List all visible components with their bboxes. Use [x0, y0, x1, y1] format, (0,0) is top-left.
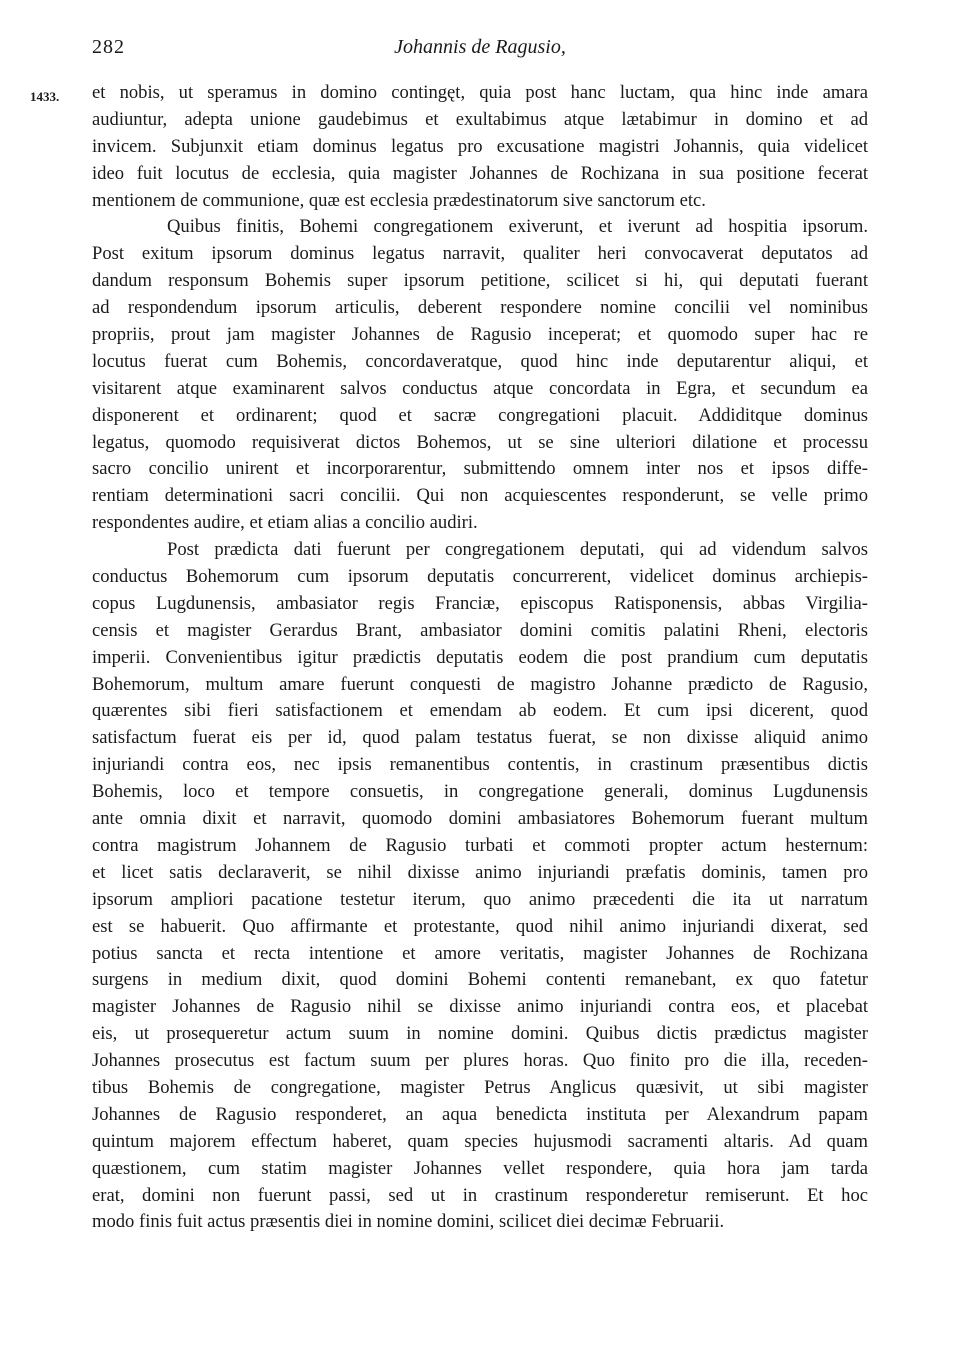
- running-head-title: Johannis de Ragusio,: [394, 36, 566, 58]
- text-line: ipsorum ampliori pacatione testetur iterum, quo animo præcedenti die ita ut narratum: [92, 888, 868, 910]
- text-line: satisfactum fuerat eis per id, quod palam testatus fuerat, se non dixisse aliquid animo: [92, 727, 868, 749]
- text-line: censis et magister Gerardus Brant, ambasiator domini comitis palatini Rheni, electoris: [92, 619, 868, 641]
- text-line: modo finis fuit actus præsentis diei in nomine domini, scilicet diei decimæ Februarii.: [92, 1211, 725, 1233]
- text-line: propriis, prout jam magister Johannes de Ragusio inceperat; et quomodo super hac re: [92, 324, 868, 346]
- text-line: mentionem de communione, quæ est ecclesia prædestinatorum sive sanctorum etc.: [92, 189, 706, 211]
- text-line: imperii. Convenientibus igitur prædictis deputatis eodem die post prandium cum deputatis: [92, 646, 868, 668]
- text-line: contra magistrum Johannem de Ragusio turbati et commoti propter actum hesternum:: [92, 834, 868, 856]
- text-line: injuriandi contra eos, nec ipsis remanentibus contentis, in crastinum præsentibus dictis: [92, 754, 868, 776]
- text-line: et licet satis declaraverit, se nihil dixisse animo injuriandi præfatis dominis, tamen pro: [92, 861, 868, 883]
- text-line: surgens in medium dixit, quod domini Bohemi contenti remanebant, ex quo fatetur: [92, 969, 868, 991]
- text-line: Johannes de Ragusio responderet, an aqua benedicta instituta per Alexandrum papam: [92, 1103, 868, 1125]
- text-line: potius sancta et recta intentione et amore veritatis, magister Johannes de Rochizana: [92, 942, 868, 964]
- text-line: quærentes sibi fieri satisfactionem et emendam ab eodem. Et cum ipsi dicerent, quod: [92, 700, 868, 722]
- page-number: 282: [92, 36, 125, 58]
- running-head: [92, 36, 868, 66]
- text-line: respondentes audire, et etiam alias a concilio audiri.: [92, 512, 478, 534]
- body-text: [92, 80, 868, 1236]
- text-line: conductus Bohemorum cum ipsorum deputatis concurrerent, videlicet dominus archiepis-: [92, 566, 868, 588]
- text-line: tibus Bohemis de congregatione, magister Petrus Anglicus quæsivit, ut sibi magister: [92, 1076, 868, 1098]
- text-line: Quibus finitis, Bohemi congregationem exiverunt, et iverunt ad hospitia ipsorum.: [167, 216, 868, 238]
- text-line: Johannes prosecutus est factum suum per plures horas. Quo finito pro die illa, receden-: [92, 1050, 868, 1072]
- text-line: magister Johannes de Ragusio nihil se dixisse animo injuriandi contra eos, et placebat: [92, 996, 868, 1018]
- text-line: visitarent atque examinarent salvos conductus atque concordata in Egra, et secundum ea: [92, 377, 868, 399]
- text-line: eis, ut prosequeretur actum suum in nomine domini. Quibus dictis prædictus magister: [92, 1023, 868, 1045]
- text-line: et nobis, ut speramus in domino contingęt, quia post hanc luctam, qua hinc inde amara: [92, 82, 868, 103]
- text-line: erat, domini non fuerunt passi, sed ut in crastinum responderetur remiserunt. Et hoc: [92, 1184, 868, 1206]
- text-line: Post exitum ipsorum dominus legatus narravit, qualiter heri convocaverat deputatos ad: [92, 243, 868, 265]
- text-line: ideo fuit locutus de ecclesia, quia magister Johannes de Rochizana in sua positione fecerat: [92, 162, 868, 184]
- text-line: quæstionem, cum statim magister Johannes vellet respondere, quia hora jam tarda: [92, 1157, 868, 1179]
- text-line: ante omnia dixit et narravit, quomodo domini ambasiatores Bohemorum fuerant multum: [92, 808, 868, 830]
- text-line: Post prædicta dati fuerunt per congregationem deputati, qui ad videndum salvos: [167, 539, 868, 561]
- text-line: legatus, quomodo requisiverat dictos Bohemos, ut se sine ulteriori dilatione et processu: [92, 431, 868, 453]
- text-line: audiuntur, adepta unione gaudebimus et exultabimus atque lætabimur in domino et ad: [92, 108, 868, 130]
- text-line: Bohemis, loco et tempore consuetis, in congregatione generali, dominus Lugdunensis: [92, 781, 868, 803]
- text-line: disponerent et ordinarent; quod et sacræ congregationi placuit. Addiditque dominus: [92, 404, 868, 426]
- text-line: rentiam determinationi sacri concilii. Qui non acquiescentes responderunt, se velle primo: [92, 485, 868, 507]
- text-line: Bohemorum, multum amare fuerunt conquesti de magistro Johanne prædicto de Ragusio,: [92, 673, 868, 695]
- text-line: ad respondendum ipsorum articulis, deberent respondere nomine concilii vel nominibus: [92, 297, 868, 319]
- text-line: invicem. Subjunxit etiam dominus legatus pro excusatione magistri Johannis, quia videlicet: [92, 135, 868, 157]
- margin-year-note: 1433.: [30, 89, 60, 104]
- text-line: sacro concilio unirent et incorporarentur, submittendo omnem inter nos et ipsos diffe-: [92, 458, 868, 480]
- text-line: copus Lugdunensis, ambasiator regis Franciæ, episcopus Ratisponensis, abbas Virgilia-: [92, 592, 868, 614]
- text-line: quintum majorem effectum haberet, quam species hujusmodi sacramenti altaris. Ad quam: [92, 1130, 868, 1152]
- text-line: est se habuerit. Quo affirmante et protestante, quod nihil animo injuriandi dixerat, sed: [92, 915, 868, 937]
- text-line: dandum responsum Bohemis super ipsorum petitione, scilicet si hi, qui deputati fuerant: [92, 270, 868, 292]
- text-line: locutus fuerat cum Bohemis, concordaveratque, quod hinc inde deputarentur aliqui, et: [92, 350, 868, 372]
